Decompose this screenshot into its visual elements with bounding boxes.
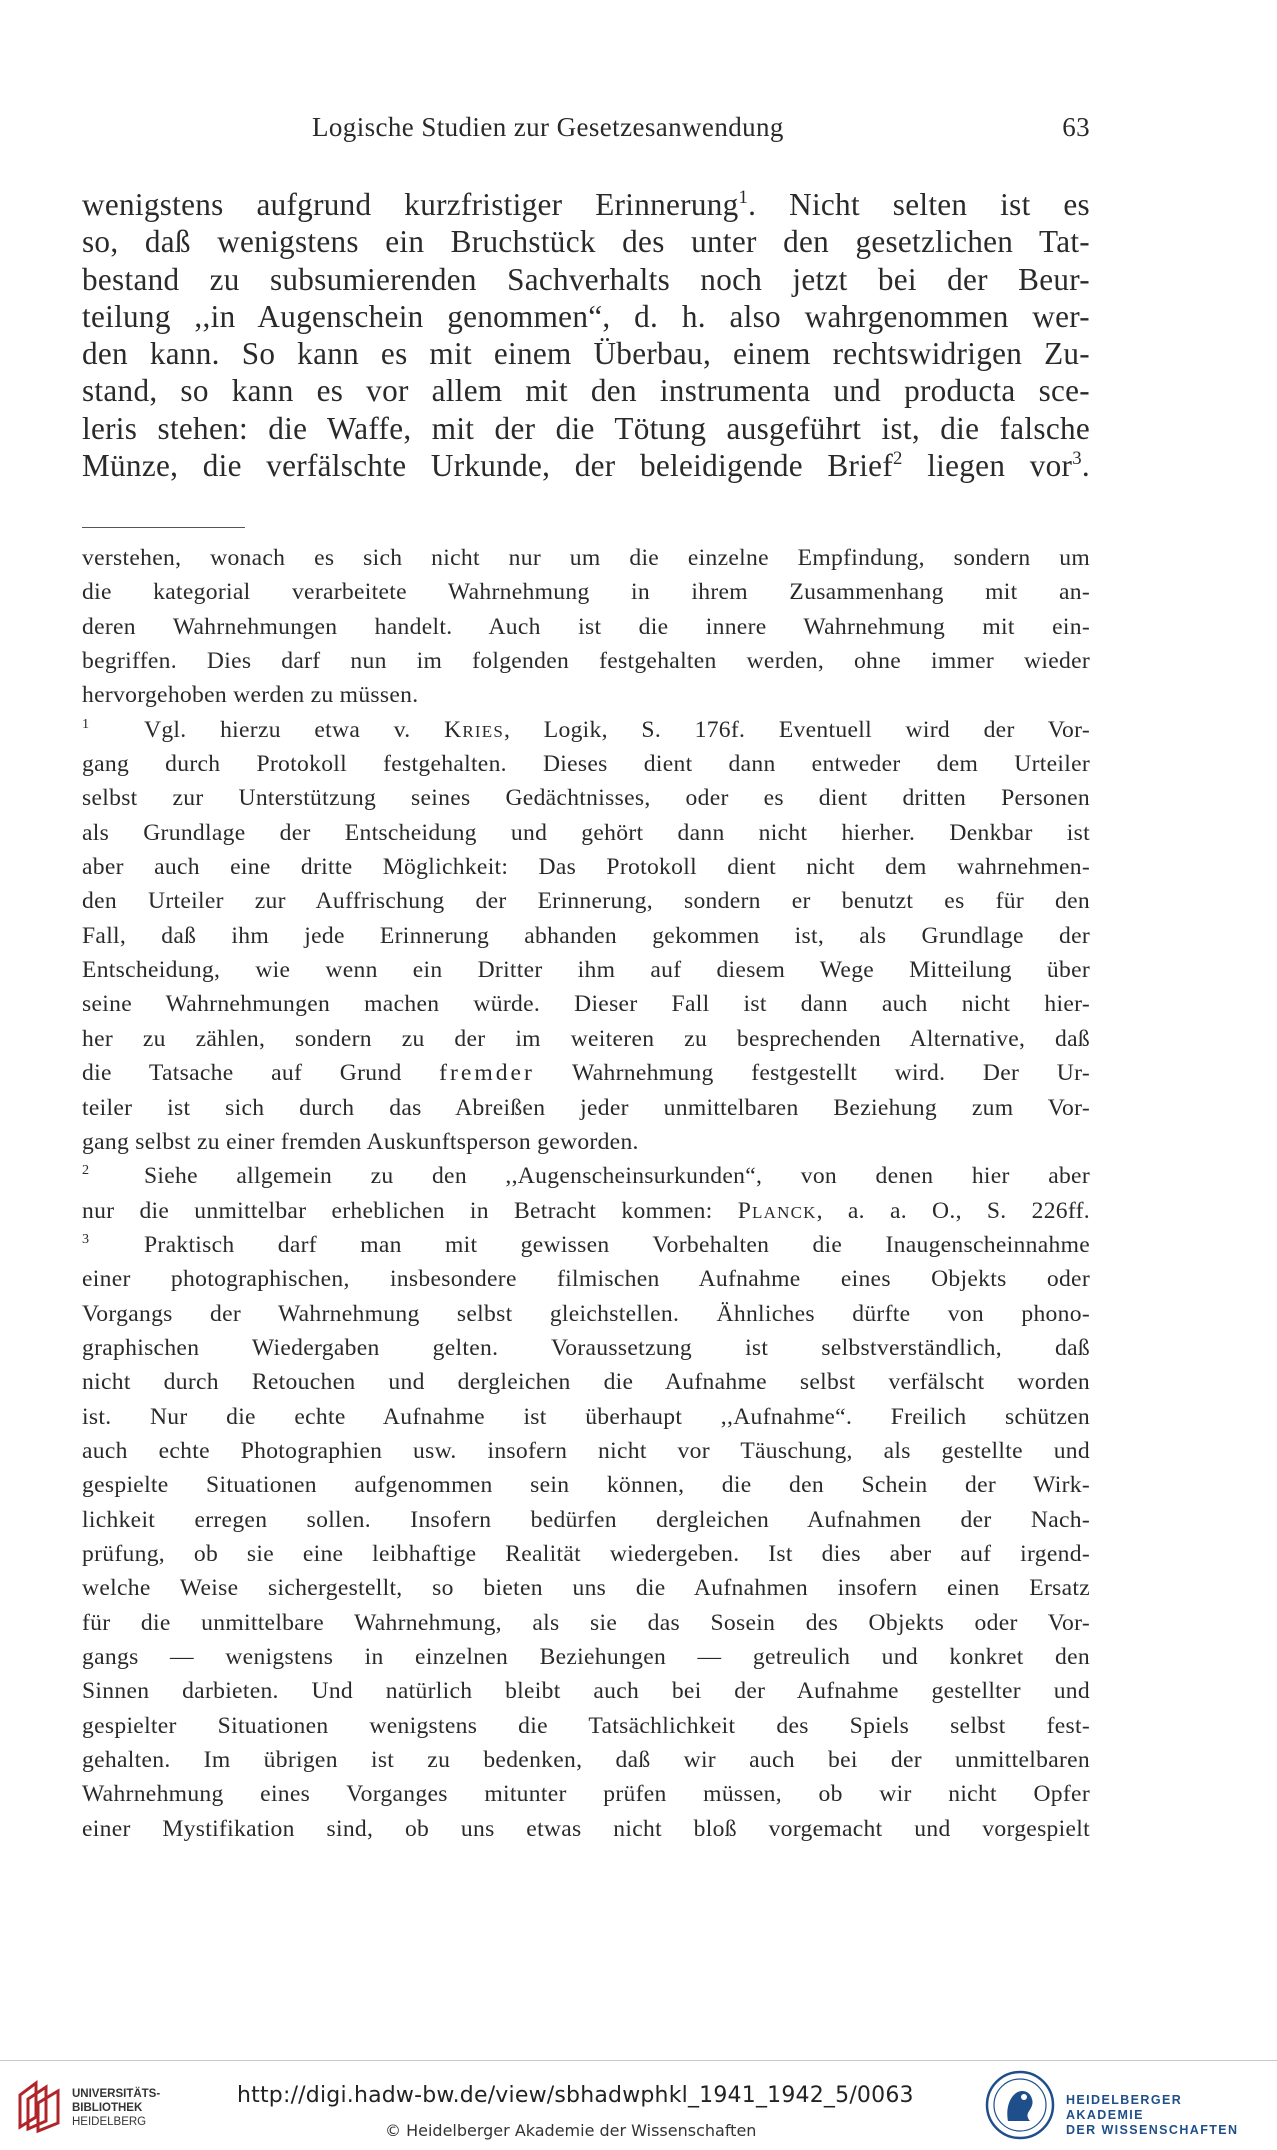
footnote-line: als Grundlage der Entscheidung und gehört dann nicht hierher. Denkbar ist	[82, 819, 1090, 846]
footnote-line: einer photographischen, insbesondere filmischen Aufnahme eines Objekts oder	[82, 1266, 1090, 1293]
main-text	[82, 186, 1090, 484]
footnote-separator	[82, 527, 245, 528]
text-line: teilung ,,in Augenschein genommen“, d. h. also wahrgenommen wer-	[82, 298, 1090, 334]
footnote-line: prüfung, ob sie eine leibhaftige Realität wiedergeben. Ist dies aber auf irgend-	[82, 1540, 1090, 1567]
library-branding[interactable]	[14, 2077, 189, 2137]
footnote-line: aber auch eine dritte Möglichkeit: Das Protokoll dient nicht dem wahrnehmen-	[82, 854, 1090, 881]
text-line: den kann. So kann es mit einem Überbau, einem rechtswidrigen Zu-	[82, 336, 1090, 372]
footnote-line: nicht durch Retouchen und dergleichen die Aufnahme selbst verfälscht worden	[82, 1369, 1090, 1396]
footnote-line: lichkeit erregen sollen. Insofern bedürfen dergleichen Aufnahmen der Nach-	[82, 1506, 1090, 1533]
footnote-1: $^1$ Vgl. hierzu etwa v. Kries, Logik, S. 176f. Eventuell wird der Vor-	[82, 715, 1090, 743]
footnote-line: den Urteiler zur Auffrischung der Erinnerung, sondern er benutzt es für den	[82, 888, 1090, 915]
academy-name: HEIDELBERGER AKADEMIE DER WISSENSCHAFTEN	[1066, 2093, 1239, 2137]
footnote-line: graphischen Wiedergaben gelten. Voraussetzung ist selbstverständlich, daß	[82, 1334, 1090, 1361]
text-line: so, daß wenigstens ein Bruchstück des unter den gesetzlichen Tat-	[82, 224, 1090, 260]
text-line: bestand zu subsumierenden Sachverhalts noch jetzt bei der Beur-	[82, 261, 1090, 297]
footnote-ref[interactable]: 2	[893, 447, 903, 469]
footnote-line: gang selbst zu einer fremden Auskunftsperson geworden.	[82, 1128, 639, 1155]
footnotes	[82, 541, 1090, 1846]
footnote-ref[interactable]: 3	[1072, 447, 1082, 469]
footnote-line: Sinnen darbieten. Und natürlich bleibt auch bei der Aufnahme gestellter und	[82, 1678, 1090, 1705]
footnote-line: Vorgangs der Wahrnehmung selbst gleichstellen. Ähnliches dürfte von phono-	[82, 1300, 1090, 1327]
footnote-line: teiler ist sich durch das Abreißen jeder unmittelbaren Beziehung zum Vor-	[82, 1094, 1090, 1121]
footnote-line: ist. Nur die echte Aufnahme ist überhaupt ,,Aufnahme“. Freilich schützen	[82, 1403, 1090, 1430]
emphasized-word: fremder	[439, 1060, 535, 1087]
footnote-line: nur die unmittelbar erheblichen in Betracht kommen: Planck, a. a. O., S. 226ff.	[82, 1197, 1090, 1224]
footnote-marker: 2	[82, 1161, 90, 1178]
footnote-line: Fall, daß ihm jede Erinnerung abhanden gekommen ist, als Grundlage der	[82, 922, 1090, 949]
footnote-line: gang durch Protokoll festgehalten. Dieses dient dann entweder dem Urteiler	[82, 751, 1090, 778]
footnote-line: her zu zählen, sondern zu der im weiteren zu besprechenden Alternative, daß	[82, 1025, 1090, 1052]
text-line: leris stehen: die Waffe, mit der die Tötung ausgeführt ist, die falsche	[82, 410, 1090, 446]
footnote-3: $^3$ Praktisch darf man mit gewissen Vorbehalten die Inaugenscheinnahme	[82, 1230, 1090, 1258]
footnote-line: die Tatsache auf Grund fremder Wahrnehmung festgestellt wird. Der Ur-	[82, 1060, 1090, 1087]
page-number: 63	[1062, 112, 1090, 142]
footnote-line: begriffen. Dies darf nun im folgenden festgehalten werden, ohne immer wieder	[82, 648, 1090, 675]
footnote-line: Entscheidung, wie wenn ein Dritter ihm auf diesem Wege Mitteilung über	[82, 957, 1090, 984]
author-name: Kries	[444, 716, 504, 743]
footnote-line: einer Mystifikation sind, ob uns etwas nicht bloß vorgemacht und vorgespielt	[82, 1815, 1090, 1842]
author-name: Planck	[737, 1197, 817, 1224]
text-line: wenigstens aufgrund kurzfristiger Erinnerung$^1$. Nicht selten ist es	[82, 186, 1090, 222]
footnote-ref[interactable]: 1	[738, 186, 749, 208]
digitization-footer	[0, 2061, 1277, 2150]
footnote-line: welche Weise sichergestellt, so bieten uns die Aufnahmen insofern einen Ersatz	[82, 1575, 1090, 1602]
library-name: UNIVERSITÄTS- BIBLIOTHEK HEIDELBERG	[72, 2088, 161, 2128]
footnote-line: für die unmittelbare Wahrnehmung, als sie das Sosein des Objekts oder Vor-	[82, 1609, 1090, 1636]
footnote-line: die kategorial verarbeitete Wahrnehmung in ihrem Zusammenhang mit an-	[82, 579, 1090, 606]
copyright-notice: © Heidelberger Akademie der Wissenschaften	[385, 2121, 757, 2140]
footnote-line: hervorgehoben werden zu müssen.	[82, 682, 419, 709]
footnote-line: gangs — wenigstens in einzelnen Beziehungen — getreulich und konkret den	[82, 1644, 1090, 1670]
text-line: stand, so kann es vor allem mit den instrumenta und producta sce-	[82, 373, 1090, 409]
footnote-line: gehalten. Im übrigen ist zu bedenken, daß wir auch bei der unmittelbaren	[82, 1747, 1090, 1774]
footnote-line: Wahrnehmung eines Vorganges mitunter prüfen müssen, ob wir nicht Opfer	[82, 1781, 1090, 1808]
footnote-line: deren Wahrnehmungen handelt. Auch ist die innere Wahrnehmung mit ein-	[82, 613, 1090, 640]
text-line: Münze, die verfälschte Urkunde, der beleidigende Brief$^2$ liegen vor$^3$.	[82, 447, 1090, 484]
academy-branding[interactable]	[984, 2069, 1264, 2143]
footnote-line: verstehen, wonach es sich nicht nur um die einzelne Empfindung, sondern um	[82, 545, 1090, 571]
footnote-2: $^2$ Siehe allgemein zu den ,,Augenscheinsurkunden“, von denen hier aber	[82, 1161, 1090, 1190]
running-title: Logische Studien zur Gesetzesanwendung	[312, 112, 784, 142]
footnote-line: selbst zur Unterstützung seines Gedächtnisses, oder es dient dritten Personen	[82, 785, 1090, 812]
footnote-line: auch echte Photographien usw. insofern nicht vor Täuschung, als gestellte und	[82, 1437, 1090, 1464]
running-header	[82, 112, 1090, 152]
footnote-line: seine Wahrnehmungen machen würde. Dieser Fall ist dann auch nicht hier-	[82, 991, 1090, 1018]
source-url-link[interactable]: http://digi.hadw-bw.de/view/sbhadwphkl_1941_1942_5/0063	[237, 2083, 914, 2108]
footnote-marker: 1	[82, 715, 90, 732]
footnote-line: gespielte Situationen aufgenommen sein können, die den Schein der Wirk-	[82, 1472, 1090, 1499]
footnote-line: gespielter Situationen wenigstens die Tatsächlichkeit des Spiels selbst fest-	[82, 1712, 1090, 1739]
footnote-marker: 3	[82, 1230, 90, 1247]
